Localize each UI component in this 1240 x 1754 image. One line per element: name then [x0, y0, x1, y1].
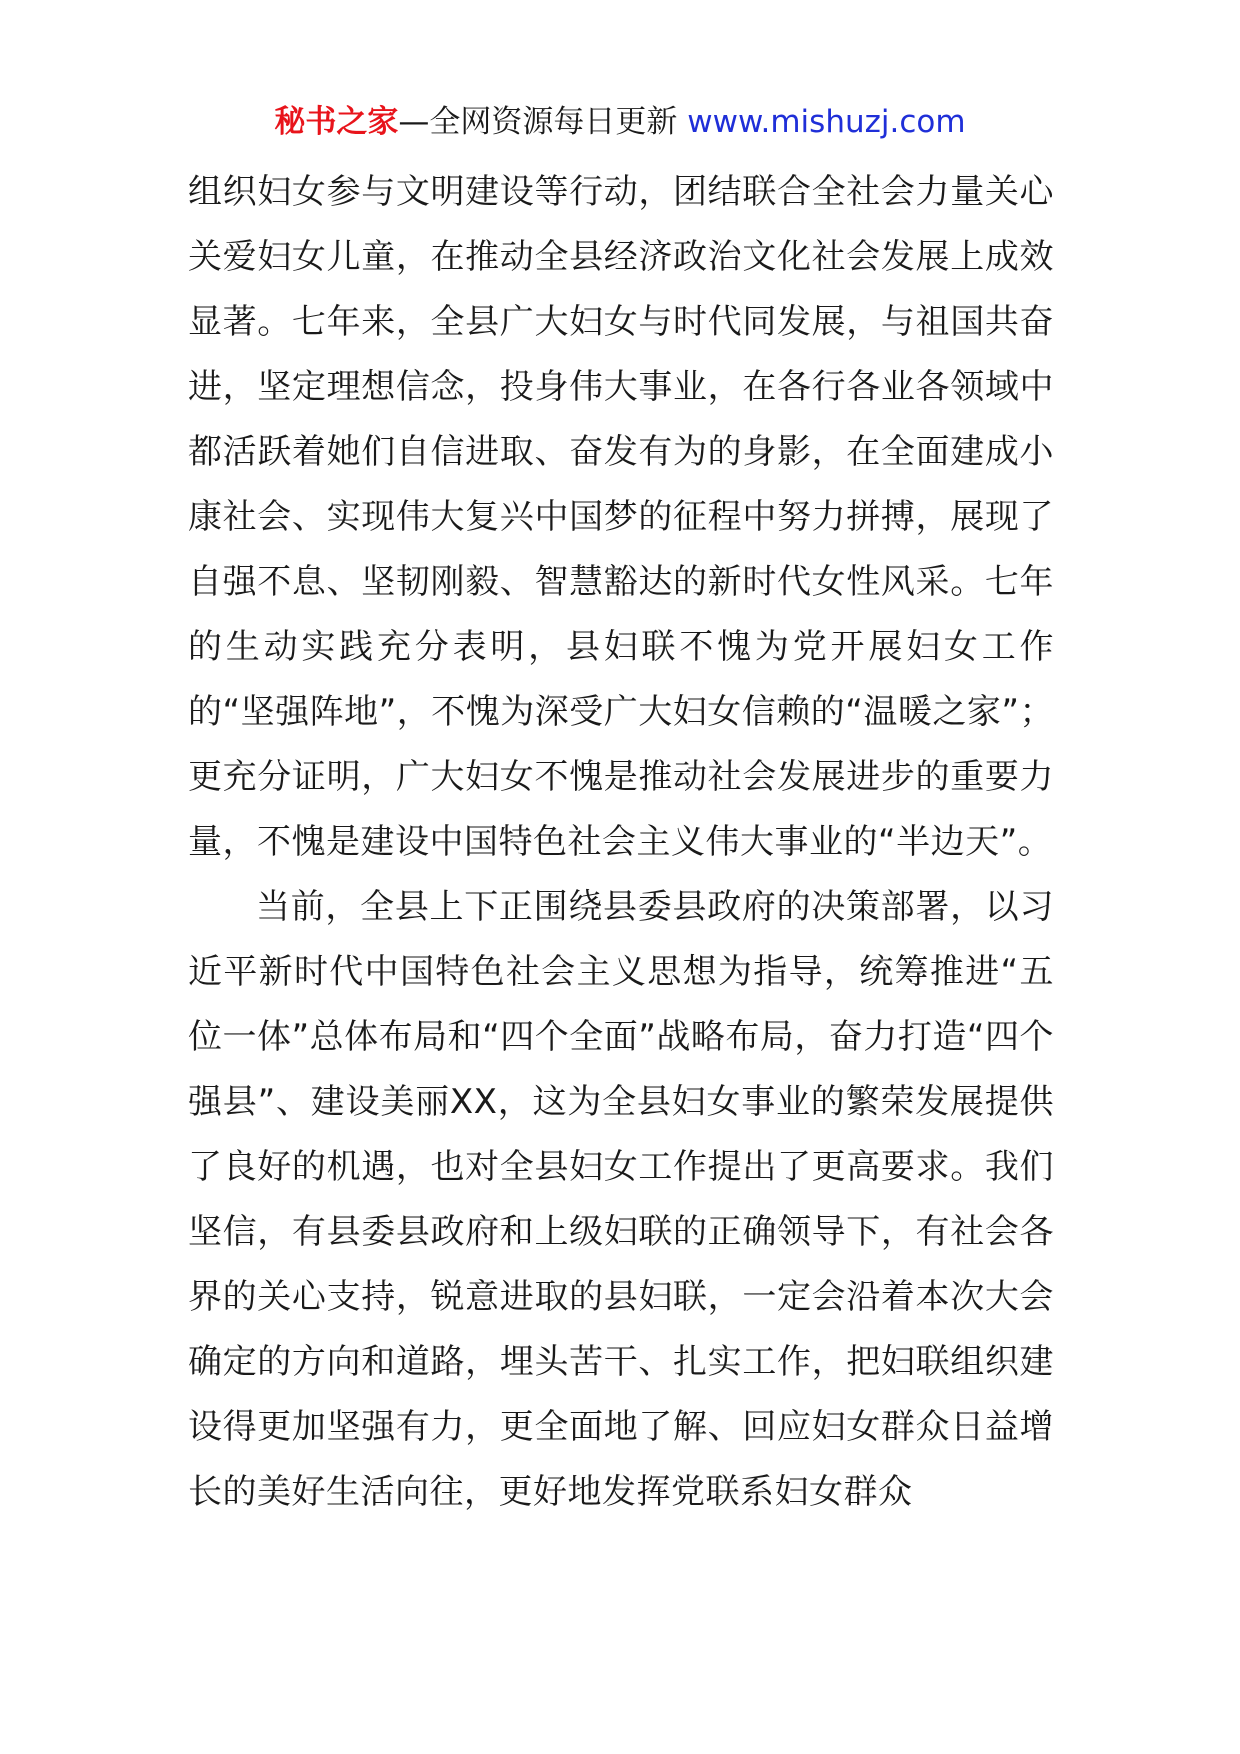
paragraph-2: 当前，全县上下正围绕县委县政府的决策部署，以习近平新时代中国特色社会主义思想为指导，统筹推进“五位一体”总体布局和“四个全面”战略布局，奋力打造“四个强县”、建设美丽XX，这为全县妇女事业的繁荣发展提供了良好的机遇，也对全县妇女工作提出了更高要求。我们坚信，有县委县政府和上级妇联的正确领导下，有社会各界的关心支持，锐意进取的县妇联，一定会沿着本次大会确定的方向和道路，埋头苦干、扎实工作，把妇联组织建设得更加坚强有力，更全面地了解、回应妇女群众日益增长的美好生活向往，更好地发挥党联系妇女群众 — [188, 887, 1054, 1512]
header-brand: 秘书之家 — [274, 104, 399, 140]
document-body — [188, 160, 1054, 1525]
page-header — [0, 100, 1240, 144]
header-url-link[interactable]: www.mishuzj.com — [687, 104, 966, 140]
paragraph-1: 组织妇女参与文明建设等行动，团结联合全社会力量关心关爱妇女儿童，在推动全县经济政治文化社会发展上成效显著。七年来，全县广大妇女与时代同发展，与祖国共奋进，坚定理想信念，投身伟大事业，在各行各业各领域中都活跃着她们自信进取、奋发有为的身影，在全面建成小康社会、实现伟大复兴中国梦的征程中努力拼搏，展现了自强不息、坚韧刚毅、智慧豁达的新时代女性风采。七年的生动实践充分表明，县妇联不愧为党开展妇女工作的“坚强阵地”，不愧为深受广大妇女信赖的“温暖之家”；更充分证明，广大妇女不愧是推动社会发展进步的重要力量，不愧是建设中国特色社会主义伟大事业的“半边天”。 — [188, 172, 1054, 862]
header-slogan: —全网资源每日更新 — [398, 104, 678, 140]
